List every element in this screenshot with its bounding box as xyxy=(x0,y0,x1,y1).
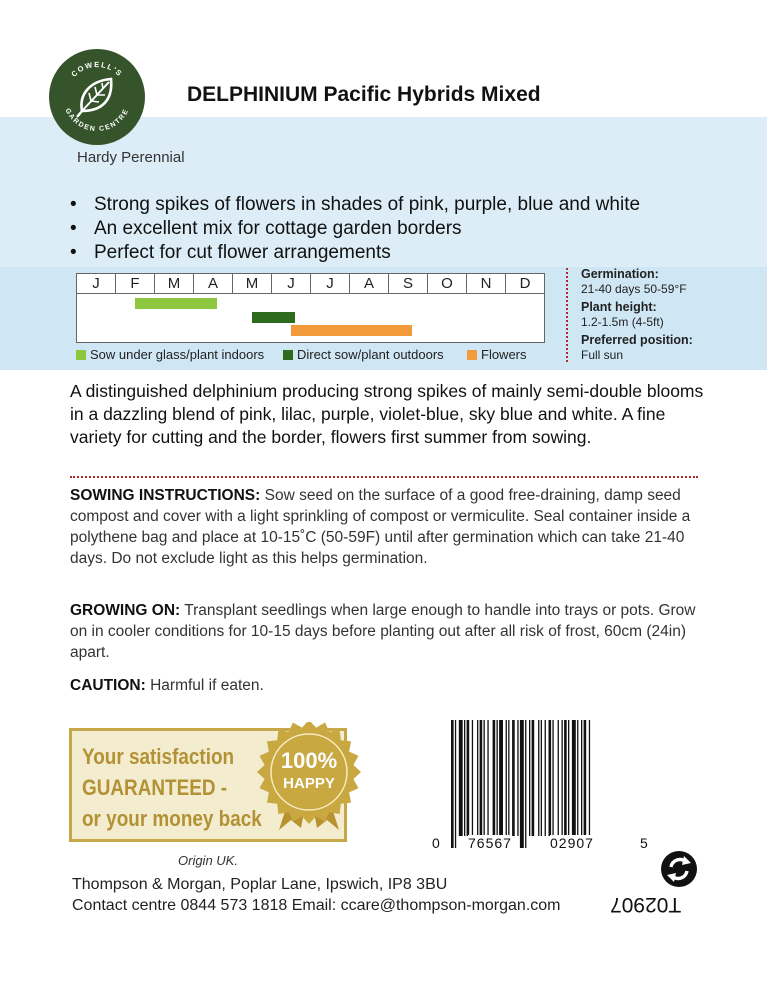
barcode-digit: 5 xyxy=(640,835,649,851)
feature-item: • Perfect for cut flower arrangements xyxy=(70,241,640,265)
barcode-bar xyxy=(558,720,559,836)
barcode-bar xyxy=(541,720,542,836)
caution-heading: CAUTION: xyxy=(70,677,146,694)
month-label: N xyxy=(467,274,506,293)
sowing-instructions xyxy=(70,485,710,569)
barcode-bar xyxy=(484,720,485,836)
barcode-bar xyxy=(480,720,483,836)
month-label: J xyxy=(77,274,116,293)
barcode-bar xyxy=(568,720,569,836)
month-label: S xyxy=(389,274,428,293)
legend-swatch xyxy=(76,350,86,360)
month-label: D xyxy=(519,275,531,292)
barcode-bar xyxy=(581,720,582,836)
guarantee-line: or your money back xyxy=(82,806,262,831)
month-label: M xyxy=(155,274,194,293)
company-address: Thompson & Morgan, Poplar Lane, Ipswich, IP8 3BU xyxy=(72,876,448,893)
legend-label: Direct sow/plant outdoors xyxy=(297,347,444,362)
germination-value: 21-40 days 50-59°F xyxy=(581,282,687,296)
barcode-bar xyxy=(549,720,552,836)
caution-text: Harmful if eaten. xyxy=(145,677,264,694)
barcode-bar xyxy=(487,720,488,836)
germination-label: Germination: xyxy=(581,267,659,281)
garden-centre-logo xyxy=(49,49,145,145)
feature-item: • An excellent mix for cottage garden borders xyxy=(70,217,640,241)
barcode-bar xyxy=(477,720,478,836)
plant-type: Hardy Perennial xyxy=(77,149,185,166)
barcode-bar xyxy=(451,720,454,848)
barcode-bar xyxy=(584,720,587,836)
barcode-bar xyxy=(508,720,509,836)
guarantee-line: GUARANTEED - xyxy=(82,775,228,800)
divider xyxy=(70,476,698,478)
barcode-bar xyxy=(562,720,563,836)
barcode-bar xyxy=(455,720,456,848)
barcode-bar xyxy=(497,720,498,836)
barcode-bar xyxy=(572,720,576,836)
month-label: J xyxy=(311,274,350,293)
growing-stats xyxy=(581,267,761,366)
barcode-bar xyxy=(545,720,546,836)
height-value: 1.2-1.5m (4-5ft) xyxy=(581,315,664,329)
month-label: F xyxy=(116,274,155,293)
legend-swatch xyxy=(467,350,477,360)
product-code: T02907 xyxy=(610,893,682,916)
position-label: Preferred position: xyxy=(581,333,693,347)
svg-text:GARDEN CENTRE xyxy=(64,107,131,133)
position-value: Full sun xyxy=(581,348,624,362)
month-label: M xyxy=(233,274,272,293)
growing-text: Transplant seedlings when large enough to handle into trays or pots. Grow on in cooler conditions for 10-15 days before planting out after all risk of frost, 60cm (24in) apart. xyxy=(70,602,696,661)
recycle-icon xyxy=(660,850,698,888)
month-label: A xyxy=(350,274,389,293)
barcode-bar xyxy=(529,720,530,836)
barcode-bar xyxy=(499,720,503,836)
indoor-sowing-bar xyxy=(135,298,217,309)
flowering-bar xyxy=(291,325,412,336)
caution xyxy=(70,675,710,696)
barcode-bar xyxy=(589,720,590,848)
barcode-bar xyxy=(538,720,539,836)
barcode-bar xyxy=(532,720,535,836)
barcode-bar xyxy=(520,720,524,848)
legend-indoor xyxy=(76,347,264,362)
contact-details: Contact centre 0844 573 1818 Email: ccare@thompson-morgan.com xyxy=(72,897,561,914)
legend-outdoor xyxy=(283,347,444,362)
divider xyxy=(566,268,568,362)
barcode-bar xyxy=(552,720,553,836)
barcode-bar xyxy=(493,720,496,836)
barcode-bar xyxy=(525,720,526,848)
logo-subtitle: GARDEN CENTRE xyxy=(63,107,131,134)
month-row xyxy=(77,274,544,294)
barcode-bar xyxy=(512,720,515,836)
barcode-bar xyxy=(459,720,463,836)
svg-text:COWELL'S xyxy=(69,60,124,79)
growing-on xyxy=(70,600,710,663)
barcode-digit: 0 xyxy=(432,835,441,851)
barcode-bar xyxy=(517,720,518,836)
month-label: A xyxy=(194,274,233,293)
legend-label: Flowers xyxy=(481,347,527,362)
sowing-calendar xyxy=(76,273,545,343)
outdoor-sowing-bar xyxy=(252,312,295,323)
barcode-bar xyxy=(506,720,507,836)
logo-name: COWELL'S xyxy=(69,59,125,79)
barcode-icon xyxy=(445,720,640,852)
sowing-heading: SOWING INSTRUCTIONS: xyxy=(70,487,261,504)
barcode-bar xyxy=(564,720,567,836)
barcode-bar xyxy=(577,720,578,836)
height-label: Plant height: xyxy=(581,300,657,314)
sowing-text: Sow seed on the surface of a good free-draining, damp seed compost and cover with a light sprinkling of compost or vermiculite. Seal container inside a polythene bag and place at 10-15˚C (50-59F) until after germination which can take 21-40 days. Do not exclude light as this helps germination. xyxy=(70,487,691,567)
guarantee-line: Your satisfaction xyxy=(82,744,235,769)
barcode-bar xyxy=(464,720,465,836)
legend-flowers xyxy=(467,347,527,362)
guarantee-text xyxy=(82,741,262,834)
leaf-icon xyxy=(49,49,145,145)
product-title: DELPHINIUM Pacific Hybrids Mixed xyxy=(187,83,541,106)
seal-happy: HAPPY xyxy=(283,775,335,792)
seal-percent: 100% xyxy=(280,748,338,773)
month-label: J xyxy=(272,274,311,293)
legend-swatch xyxy=(283,350,293,360)
barcode-bar xyxy=(467,720,470,836)
barcode-bar xyxy=(472,720,473,836)
origin: Origin UK. xyxy=(178,853,238,868)
month-label: O xyxy=(428,274,467,293)
description: A distinguished delphinium producing strong spikes of mainly semi-double blooms in a dazzling blend of pink, lilac, purple, violet-blue, sky blue and white. A fine variety for cutting and the border, flowers first summer from sowing. xyxy=(70,381,704,447)
barcode-digits-right: 02907 xyxy=(550,835,594,851)
barcode-digits-left: 76567 xyxy=(468,835,512,851)
legend-label: Sow under glass/plant indoors xyxy=(90,347,265,362)
feature-item: • Strong spikes of flowers in shades of pink, purple, blue and white xyxy=(70,193,640,217)
feature-list xyxy=(70,193,640,265)
growing-heading: GROWING ON: xyxy=(70,602,181,619)
